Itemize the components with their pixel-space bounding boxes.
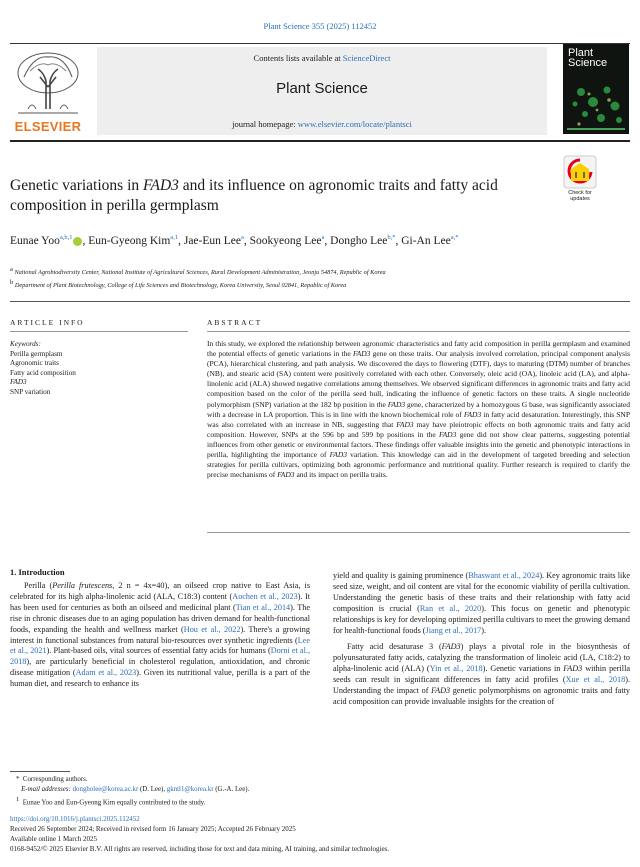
received-dates: Received 26 September 2024; Received in revised form 16 January 2025; Accepted 26 February 2025 (10, 825, 296, 833)
author-name[interactable]: Eun-Gyeong Kim (88, 234, 171, 247)
citation-link[interactable]: Yin et al., 2018 (429, 664, 483, 674)
body-column-left (10, 581, 310, 690)
citation-link[interactable]: Ran et al., 2020 (419, 603, 482, 613)
citation-link[interactable]: Bhaswant et al., 2024 (468, 571, 540, 580)
author-affiliation-mark[interactable]: a,1 (170, 234, 179, 241)
author-name[interactable]: Eunae Yoo (10, 234, 60, 247)
publication-info (10, 814, 630, 854)
author-affiliation-mark[interactable]: a (241, 234, 244, 241)
intro-paragraph-1-continued: yield and quality is gaining prominence (Bhaswant et al., 2024). Key agronomic traits like seed size, weight, and oil content are vital for the economic viability of perilla cultivation. Understanding the genetic basis of these traits and their relationship with fatty acid composition is crucial (Ran et al., 2020). This focus on genetic and phenotypic relationships is key for developing optimized perilla cultivars to meet the growing demand for health-functional foods (Jiang et al., 2017). (333, 571, 631, 635)
doi-link[interactable]: https://doi.org/10.1016/j.plantsci.2025.112452 (10, 815, 140, 823)
copyright-notice: 0168-9452/© 2025 Elsevier B.V. All rights are reserved, including those for text and data mining, AI training, and similar technologies. (10, 845, 390, 853)
author-affiliation-mark[interactable]: a (321, 234, 325, 241)
keyword: Perilla germplasm (10, 349, 63, 358)
author-name[interactable]: Gi-An Lee (401, 234, 451, 247)
citation-link[interactable]: Tian et al., 2014 (235, 602, 291, 612)
journal-reference[interactable]: Plant Science 355 (2025) 112452 (263, 21, 377, 31)
sciencedirect-link[interactable]: ScienceDirect (342, 53, 391, 63)
body-column-right (333, 571, 630, 708)
footnote-corresponding: * Corresponding authors. (16, 776, 88, 783)
header-rule-top (10, 43, 630, 44)
contents-list-line: Contents lists available at ScienceDirect (253, 53, 391, 63)
citation-link[interactable]: Adam et al., 2023 (75, 668, 137, 678)
affiliation-mark: b (10, 279, 14, 287)
article-title: Genetic variations in FAD3 and its influence on agronomic traits and fatty acid composition in perilla germplasm (10, 177, 498, 214)
citation-link[interactable]: Lee et al., 2021 (10, 635, 310, 656)
abstract-rule-bottom (207, 532, 630, 533)
intro-paragraph-1: Perilla (Perilla frutescens, 2 n = 4x=40), an oilseed crop native to East Asia, is celebrated for its high alpha-linolenic acid (ALA, C18:3) content (Aochen et al., 2023). It has been used for centuries as both an oilseed and medicinal plant (Tian et al., 2014). The rise in chronic diseases due to an aging population has driven demand for health-functional foods, expanding the health and wellness market (Hou et al., 2022). There's a growing interest in functional substances from natural bio-resources over synthetic ingredients (Lee et al., 2021). Plant-based oils, vital sources of essential fatty acids for humans (Dorni et al., 2018), are particularly beneficial in cholesterol regulation, antioxidation, and chronic disease mitigation (Adam et al., 2023). Given its nutritional value, perilla is a part of the human diet, and research to enhance its (10, 581, 311, 689)
keywords-block (10, 340, 188, 397)
footnotes (10, 775, 510, 808)
keywords-label: Keywords: (10, 340, 41, 348)
affiliation-line: $^a$ National Agrobiodiversity Center, National Institute of Agricultural Sciences, Rural Development Administration, Jeonju 54874, Republic of Korea (10, 266, 386, 277)
author-name[interactable]: Dongho Lee (330, 234, 388, 247)
author-name[interactable]: Jae-Eun Lee (183, 234, 241, 247)
keyword: Agronomic traits (10, 359, 59, 367)
keyword: SNP variation (10, 387, 51, 396)
online-date: Available online 1 March 2025 (10, 835, 97, 843)
affiliation-line: $^b$ Department of Plant Biotechnology, College of Life Sciences and Biotechnology, Korea University, Seoul 02841, Republic of Korea (10, 279, 347, 290)
intro-paragraph-2: Fatty acid desaturase 3 (FAD3) plays a pivotal role in the biosynthesis of polyunsaturated fatty acids, catalyzing the transformation of linoleic acid (LA, C18:2) to alpha-linolenic acid (ALA) (Yin et al., 2018). Genetic variations in FAD3 within perilla seeds can result in significant differences in fatty acid profiles (Xue et al., 2018). Understanding the impact of FAD3 genetic polymorphisms on agronomic traits and fatty acid composition can provide invaluable insights for the creation of (333, 642, 631, 706)
keyword: FAD3 (10, 378, 27, 386)
article-info-heading: ARTICLE INFO (10, 318, 85, 327)
journal-homepage-link[interactable]: www.elsevier.com/locate/plantsci (297, 119, 412, 129)
citation-link[interactable]: Xue et al., 2018 (565, 675, 626, 685)
section-heading-introduction: 1. Introduction (10, 567, 65, 577)
abstract-text: In this study, we explored the relationship between agronomic characteristics and fatty acid composition in perilla germplasm and examined the potential effects of genetic variations in the FAD3 gene on these traits. Our analysis involved correlation, principal component analysis (PCA), hierarchical clustering, and path analysis. We discovered the days to flowering (DTF), days to maturing (DTM) number of branches (NB), and stearic acid (SA) content were positively correlated with each other. Conversely, oleic acid (OA), linoleic acid (LA), and alpha-linolenic acid (ALA) showed negative correlations among themselves. We observed significant differences in agronomic traits and fatty acid composition based on the color of the perilla seed hull, indicating the influence of genetic factors on these traits. A single nucleotide polymorphism (SNP) variation at the 182 bp position in the FAD3 gene, characterized by a homozygous G base, was significantly associated with a decrease in LA proportion. This is in line with the known biochemical role of FAD3 in fatty acid desaturation. Interestingly, this SNP was also correlated with an increase in NB, suggesting that FAD3 may have pleiotropic effects on both agronomic traits and fatty acid composition. However, SNPs at the 596 bp and 599 bp positions in the FAD3 gene did not show clear patterns, suggesting potential influences from other genetic or environmental factors. These findings offer valuable insights into the genetic and phenotypic interactions in perilla, highlighting the importance of FAD3 variation. This knowledge can aid in the development of targeted breeding and selection strategies for perilla cultivars, optimizing both agronomic performance and nutritional quality. Further research is required to clarify the precise mechanisms of FAD3 and its impact on perilla traits. (207, 339, 631, 480)
citation-link[interactable]: Jiang et al., 2017 (425, 625, 482, 635)
author-list: Eunae Yoo$^{a,b,1}$ , Eun-Gyeong Kim$^{a,1}$, Jae-Eun Lee$^a$, Sookyeong Lee$^a$, Dongho Lee$^{b,*}$, Gi-An Lee$^{a,*}$ (10, 234, 459, 247)
journal-cover-image[interactable] (563, 44, 629, 134)
cover-title: Plant Science (568, 47, 608, 69)
author-affiliation-mark[interactable]: b,* (387, 234, 396, 241)
check-for-updates-icon[interactable] (563, 155, 597, 189)
elsevier-wordmark: ELSEVIER (14, 119, 82, 134)
check-for-updates-label[interactable]: Check for updates (568, 190, 592, 202)
header-rule-bottom (10, 140, 630, 142)
author-affiliation-mark[interactable]: a,b,1 (59, 234, 73, 241)
citation-link[interactable]: Hou et al., 2022 (183, 624, 241, 634)
citation-link[interactable]: Aochen et al., 2023 (232, 591, 298, 601)
journal-name: Plant Science (276, 80, 368, 97)
journal-homepage-line: journal homepage: www.elsevier.com/locate/plantsci (232, 119, 412, 129)
citation-link[interactable]: Dorni et al., 2018 (10, 646, 310, 667)
affiliations (10, 265, 610, 291)
abstract-heading: ABSTRACT (207, 318, 263, 327)
article-info-rule (10, 331, 188, 332)
email-link[interactable]: dongholee@korea.ac.kr (72, 786, 139, 793)
orcid-icon[interactable] (73, 237, 82, 246)
author-affiliation-mark[interactable]: a,* (450, 234, 459, 241)
email-link[interactable]: gkntl1@korea.kr (166, 786, 214, 793)
footnote-emails: E-mail addresses: dongholee@korea.ac.kr (D. Lee), gkntl1@korea.kr (G.-A. Lee). (21, 786, 250, 793)
keyword: Fatty acid composition (10, 368, 76, 377)
footnote-equal-contribution: $^1$ Eunae Yoo and Eun-Gyeong Kim equally contributed to the study. (16, 796, 206, 807)
author-name[interactable]: Sookyeong Lee (249, 234, 322, 247)
affiliation-mark: a (10, 266, 13, 273)
section-rule (10, 301, 630, 302)
abstract-rule-top (207, 331, 630, 332)
footnote-rule (10, 771, 70, 772)
